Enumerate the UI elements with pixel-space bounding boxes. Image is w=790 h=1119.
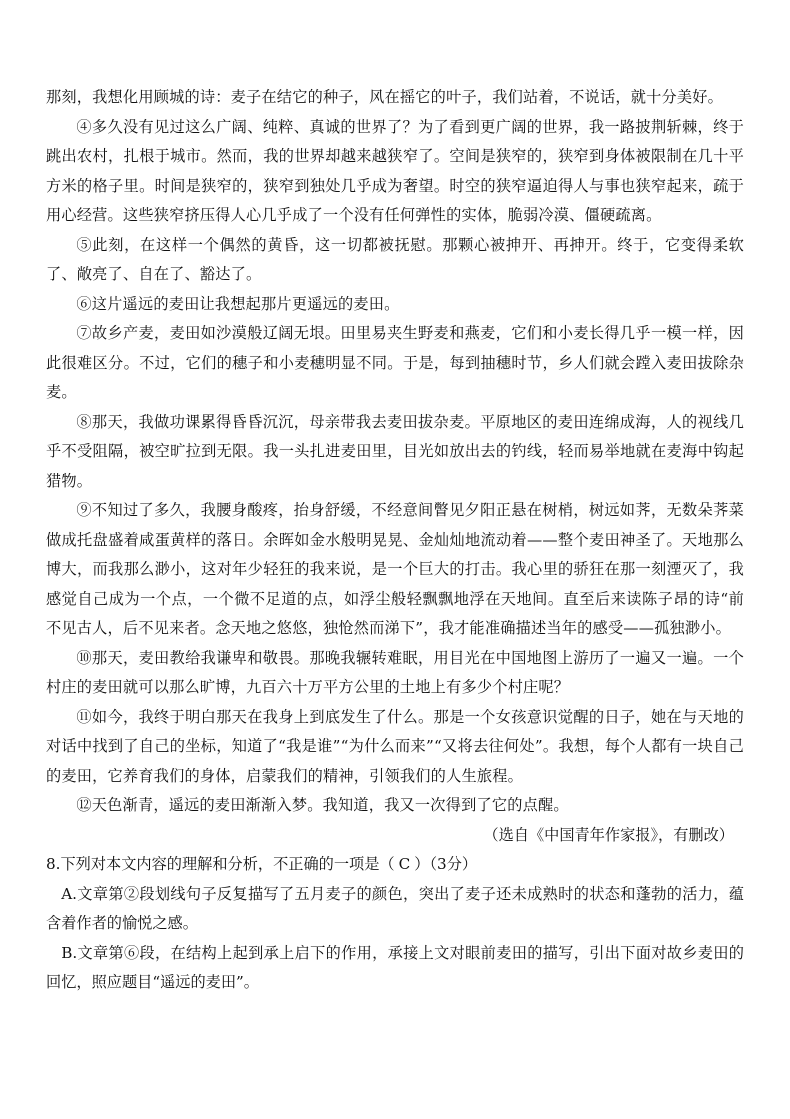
paragraph-12: ⑫天色渐青，遥远的麦田渐渐入梦。我知道，我又一次得到了它的点醒。	[76, 796, 569, 814]
paragraph-10: ⑩那天，麦田教给我谦卑和敬畏。那晚我辗转难眠，用目光在中国地图上游历了一遍又一遍。一个村庄的麦田就可以那么旷博，九百六十万平方公里的土地上有多少个村庄呢？	[46, 648, 744, 696]
paragraph-7: ⑦故乡产麦，麦田如沙漠般辽阔无垠。田里易夹生野麦和燕麦，它们和小麦长得几乎一模一样，因此很难区分。不过，它们的穗子和小麦穗明显不同。于是，每到抽穗时节，乡人们就会蹚入麦田拔除杂麦。	[46, 324, 744, 401]
paragraph-9: ⑨不知过了多久，我腰身酸疼，抬身舒缓，不经意间瞥见夕阳正悬在树梢，树远如荠，无数朵荠菜做成托盘盛着咸蛋黄样的落日。余晖如金水般明晃晃、金灿灿地流动着——整个麦田神圣了。天地那么博大，而我那么渺小，这对年少轻狂的我来说，是一个巨大的打击。我心里的骄狂在那一刻湮灭了，我感觉自己成为一个点，一个微不足道的点，如浮尘般轻飘飘地浮在天地间。直至后来读陈子昂的诗“前不见古人，后不见来者。念天地之悠悠，独怆然而涕下”，我才能准确描述当年的感受——孤独渺小。	[46, 501, 744, 637]
paragraph-11: ⑪如今，我终于明白那天在我身上到底发生了什么。那是一个女孩意识觉醒的日子，她在与天地的对话中找到了自己的坐标，知道了“我是谁”“为什么而来”“又将去往何处”。我想，每个人都有一块自己的麦田，它养育我们的身体，启蒙我们的精神，引领我们的人生旅程。	[46, 707, 744, 785]
paragraph-intro: 那刻，我想化用顾城的诗：麦子在结它的种子，风在摇它的叶子，我们站着，不说话，就十分美好。	[46, 88, 724, 106]
option-a: A.文章第②段划线句子反复描写了五月麦子的颜色，突出了麦子还未成熟时的状态和蓬勃的活力，蕴含着作者的愉悦之感。	[46, 884, 744, 932]
paragraph-6: ⑥这片遥远的麦田让我想起那片更遥远的麦田。	[76, 294, 400, 313]
question-answer: C	[398, 855, 411, 873]
paragraph-5: ⑤此刻，在这样一个偶然的黄昏，这一切都被抚慰。那颗心被抻开、再抻开。终于，它变得柔软了、敞亮了、自在了、豁达了。	[46, 235, 744, 283]
article-source: （选自《中国青年作家报》，有删改）	[483, 825, 734, 844]
paragraph-4: ④多久没有见过这么广阔、纯粹、真诚的世界了？为了看到更广阔的世界，我一路披荆斩棘，终于跳出农村，扎根于城市。然而，我的世界却越来越狭窄了。空间是狭窄的，狭窄到身体被限制在几十平方米的格子里。时间是狭窄的，狭窄到独处几乎成为奢望。时空的狭窄逼迫得人与事也狭窄起来，疏于用心经营。这些狭窄挤压得人心几乎成了一个没有任何弹性的实体，脆弱冷漠、僵硬疏离。	[46, 117, 744, 224]
question-stem-suffix: ）（3分）	[414, 855, 478, 873]
paragraph-8: ⑧那天，我做功课累得昏昏沉沉，母亲带我去麦田拔杂麦。平原地区的麦田连绵成海，人的视线几乎不受阻隔，被空旷拉到无限。我一头扎进麦田里，目光如放出去的钓线，轻而易举地就在麦海中钩起猎物。	[46, 412, 744, 490]
question-8-stem	[46, 850, 744, 880]
option-b: B.文章第⑥段，在结构上起到承上启下的作用，承接上文对眼前麦田的描写，引出下面对故乡麦田的回忆，照应题目“遥远的麦田”。	[46, 943, 744, 991]
question-stem-prefix: 8.下列对本文内容的理解和分析，不正确的一项是（	[46, 855, 395, 873]
